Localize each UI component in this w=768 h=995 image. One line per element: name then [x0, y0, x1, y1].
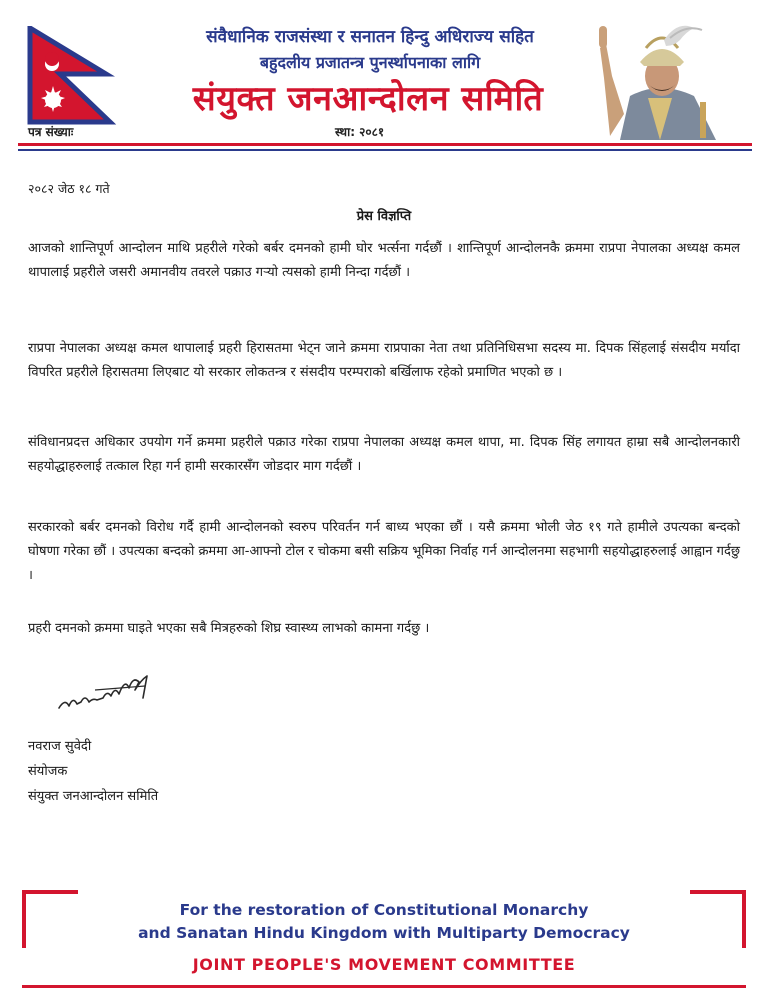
established-year: स्था: २०८१	[335, 125, 385, 139]
king-portrait-icon	[590, 18, 740, 140]
press-release-heading: प्रेस विज्ञप्ति	[356, 209, 412, 224]
handwritten-signature	[55, 668, 165, 718]
letter-date: २०८२ जेठ १८ गते	[28, 181, 110, 196]
paragraph-4: सरकारको बर्बर दमनको विरोध गर्दै हामी आन्दोलनको स्वरुप परिवर्तन गर्न बाध्य भएका छौं । यसै क्रममा भोली जेठ १९ गते हामीले उपत्यका बन्दको घोषणा गरेका छौं । उपत्यका बन्दको क्रममा आ-आफ्नो टोल र चोकमा बसी सक्रिय भूमिका निर्वाह गर्न आन्दोलनमा सहभागी सहयोद्धाहरुलाई आह्वान गर्दछु ।	[28, 520, 740, 583]
footer-red-rule	[22, 985, 746, 988]
paragraph-5: प्रहरी दमनको क्रममा घाइते भएका सबै मित्रहरुको शिघ्र स्वास्थ्य लाभको कामना गर्दछु ।	[28, 621, 430, 636]
footer-line-2: and Sanatan Hindu Kingdom with Multiparty Democracy	[138, 924, 630, 942]
header-line-1: संवैधानिक राजसंस्था र सनातन हिन्दु अधिराज्य सहित	[206, 27, 534, 47]
nepal-flag-icon	[26, 26, 118, 126]
paragraph-1: आजको शान्तिपूर्ण आन्दोलन माथि प्रहरीले गरेको बर्बर दमनको हामी घोर भर्त्सना गर्दछौं । शान्तिपूर्ण आन्दोलनकै क्रममा राप्रपा नेपालका अध्यक्ष कमल थापालाई प्रहरीले जसरी अमानवीय तवरले पक्राउ गर्‍यो त्यसको हामी निन्दा गर्दछौं ।	[28, 241, 740, 280]
signatory-organization: संयुक्त जनआन्दोलन समिति	[28, 789, 159, 804]
footer-title: JOINT PEOPLE'S MOVEMENT COMMITTEE	[192, 955, 576, 974]
signatory-role: संयोजक	[28, 764, 68, 779]
header-line-2: बहुदलीय प्रजातन्त्र पुनर्स्थापनाका लागि	[259, 53, 481, 72]
letter-number-label: पत्र संख्याः	[28, 125, 74, 139]
footer-line-1: For the restoration of Constitutional Monarchy	[179, 901, 589, 919]
organization-title: संयुक्त जनआन्दोलन समिति	[192, 79, 544, 119]
paragraph-2: राप्रपा नेपालका अध्यक्ष कमल थापालाई प्रहरी हिरासतमा भेट्न जाने क्रममा राप्रपाका नेता तथा प्रतिनिधिसभा सदस्य मा. दिपक सिंहलाई संसदीय मर्यादा विपरित प्रहरीले हिरासतमा लिएबाट यो सरकार लोकतन्त्र र संसदीय परम्पराको बर्खिलाफ रहेको प्रमाणित भएको छ ।	[28, 341, 740, 380]
signatory-name: नवराज सुवेदी	[28, 739, 92, 754]
paragraph-3: संविधानप्रदत्त अधिकार उपयोग गर्ने क्रममा प्रहरीले पक्राउ गरेका राप्रपा नेपालका अध्यक्ष कमल थापा, मा. दिपक सिंह लगायत हाम्रा सबै आन्दोलनकारी सहयोद्धाहरुलाई तत्काल रिहा गर्न हामी सरकारसँग जोडदार माग गर्दछौं ।	[28, 435, 740, 474]
header-red-rule	[18, 143, 752, 146]
header-blue-rule	[18, 149, 752, 151]
